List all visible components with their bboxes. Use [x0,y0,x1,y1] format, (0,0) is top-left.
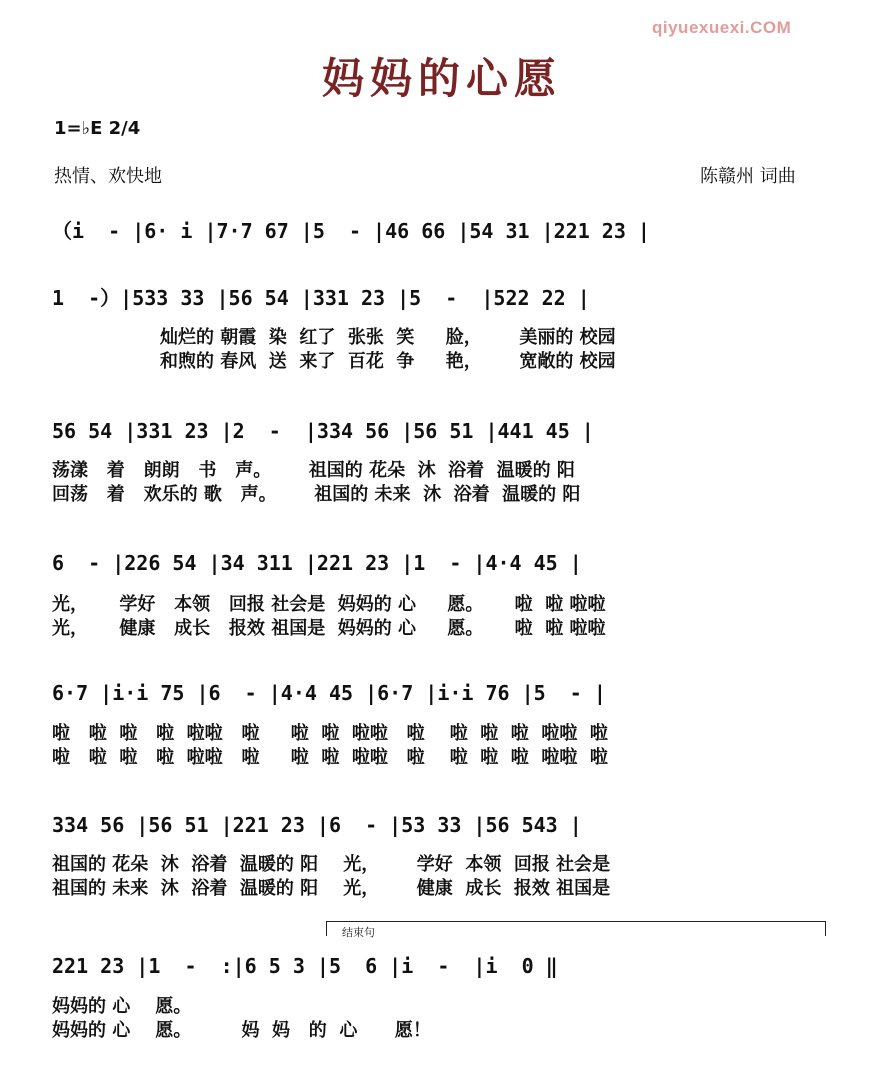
lyric-line-3a: 荡漾 着 朗朗 书 声。 祖国的 花朵 沐 浴着 温暖的 阳 [52,460,575,481]
lyric-line-7b: 妈妈的 心 愿。 妈 妈 的 心 愿！ [52,1020,431,1041]
site-watermark: qiyuexuexi.COM [652,18,792,37]
lyric-line-7a: 妈妈的 心 愿。 [52,996,192,1017]
lyric-line-4a: 光， 学好 本领 回报 社会是 妈妈的 心 愿。 啦 啦 啦啦 [52,594,606,615]
key-signature: 1=♭E 2/4 [54,118,141,139]
tempo-marking: 热情、欢快地 [54,166,162,187]
lyric-line-2a: 灿烂的 朝霞 染 红了 张张 笑 脸， 美丽的 校园 [160,327,616,348]
lyric-line-4b: 光， 健康 成长 报效 祖国是 妈妈的 心 愿。 啦 啦 啦啦 [52,618,606,639]
lyric-line-6b: 祖国的 未来 沐 浴着 温暖的 阳 光， 健康 成长 报效 祖国是 [52,878,611,899]
score-notes-line-7: 221 23 |1 - :|6 5 3 |5 6 |i - |i 0 ‖ [52,954,558,978]
score-notes-line-6: 334 56 |56 51 |221 23 |6 - |53 33 |56 543 | [52,813,582,837]
song-title: 妈妈的心愿 [321,54,562,103]
ending-label: 结束句 [342,926,375,939]
score-notes-line-1: （i - |6· i |7·7 67 |5 - |46 66 |54 31 |221 23 | [52,219,650,243]
lyric-line-6a: 祖国的 花朵 沐 浴着 温暖的 阳 光， 学好 本领 回报 社会是 [52,854,611,875]
lyric-line-3b: 回荡 着 欢乐的 歌 声。 祖国的 未来 沐 浴着 温暖的 阳 [52,484,581,505]
lyric-line-5a: 啦 啦 啦 啦 啦啦 啦 啦 啦 啦啦 啦 啦 啦 啦 啦啦 啦 [52,723,608,744]
ending-bracket [326,921,826,936]
score-notes-line-4: 6 - |226 54 |34 311 |221 23 |1 - |4·4 45 | [52,551,582,575]
composer-credit: 陈赣州 词曲 [700,166,796,187]
score-notes-line-2: 1 -）|533 33 |56 54 |331 23 |5 - |522 22 | [52,286,590,310]
lyric-line-2b: 和煦的 春风 送 来了 百花 争 艳， 宽敞的 校园 [160,351,616,372]
score-notes-line-5: 6·7 |i·i 75 |6 - |4·4 45 |6·7 |i·i 76 |5 - | [52,681,606,705]
score-notes-line-3: 56 54 |331 23 |2 - |334 56 |56 51 |441 45 | [52,419,594,443]
lyric-line-5b: 啦 啦 啦 啦 啦啦 啦 啦 啦 啦啦 啦 啦 啦 啦 啦啦 啦 [52,747,608,768]
